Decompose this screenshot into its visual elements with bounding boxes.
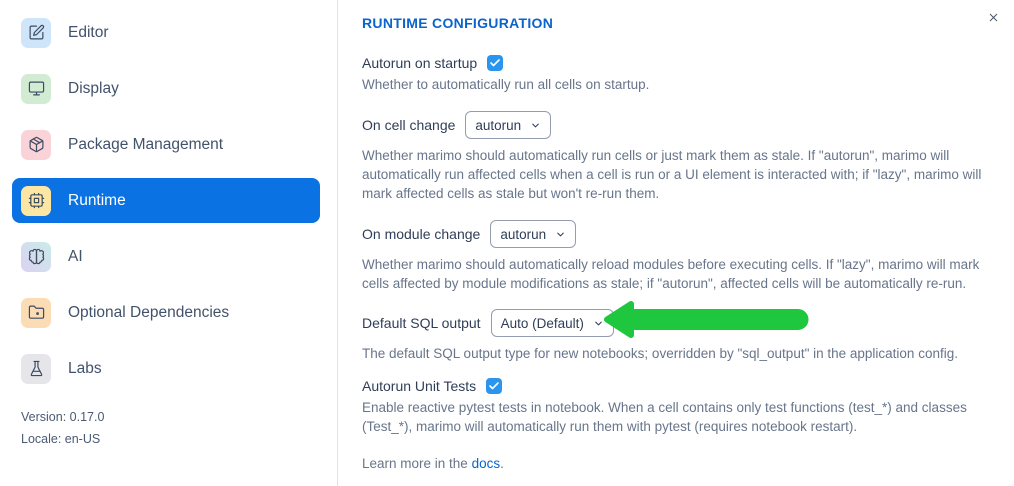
monitor-icon xyxy=(21,74,51,104)
sidebar-item-label: Package Management xyxy=(68,135,224,153)
close-icon xyxy=(987,11,1000,24)
sidebar-item-runtime[interactable] xyxy=(12,178,320,223)
locale-text: Locale: en-US xyxy=(21,432,101,446)
autorun-on-startup-checkbox[interactable] xyxy=(487,55,503,71)
chevron-down-icon xyxy=(555,229,566,240)
field-label-on-module-change: On module change xyxy=(362,226,481,242)
panel-title: RUNTIME CONFIGURATION xyxy=(362,15,554,31)
folder-dot-icon xyxy=(21,298,51,328)
select-value: autorun xyxy=(500,226,547,242)
runtime-settings-panel xyxy=(338,0,1014,486)
field-label-on-cell-change: On cell change xyxy=(362,117,456,133)
field-description: The default SQL output type for new notebooks; overridden by "sql_output" in the application config. xyxy=(362,346,958,361)
settings-sidebar xyxy=(0,0,338,486)
on-cell-change-select[interactable] xyxy=(465,111,551,139)
flask-icon xyxy=(21,354,51,384)
learn-more-text: Learn more in the docs. xyxy=(362,456,504,471)
sidebar-item-editor[interactable] xyxy=(12,10,320,55)
sidebar-item-label: Display xyxy=(68,79,119,97)
sidebar-item-label: Labs xyxy=(68,359,102,377)
check-icon xyxy=(489,57,501,69)
version-text: Version: 0.17.0 xyxy=(21,410,105,424)
field-label-default-sql-output: Default SQL output xyxy=(362,315,481,331)
select-value: autorun xyxy=(475,117,522,133)
sidebar-item-label: Editor xyxy=(68,23,109,41)
check-icon xyxy=(488,380,500,392)
default-sql-output-select[interactable] xyxy=(491,309,614,337)
sidebar-item-label: AI xyxy=(68,247,83,265)
on-module-change-select[interactable] xyxy=(490,220,576,248)
sidebar-item-label: Runtime xyxy=(68,191,126,209)
sidebar-item-ai[interactable] xyxy=(12,234,320,279)
sidebar-item-display[interactable] xyxy=(12,66,320,111)
sidebar-item-optional-dependencies[interactable] xyxy=(12,290,320,335)
close-button[interactable] xyxy=(985,9,1001,25)
cpu-icon xyxy=(21,186,51,216)
field-label-autorun-unit-tests: Autorun Unit Tests xyxy=(362,378,477,394)
field-description: Enable reactive pytest tests in notebook. When a cell contains only test functions (test_*) and classes (Test_*), marimo will automatically run them with pytest (requires notebook restart). xyxy=(362,400,967,434)
sidebar-item-package-management[interactable] xyxy=(12,122,320,167)
chevron-down-icon xyxy=(593,318,604,329)
chevron-down-icon xyxy=(530,120,541,131)
field-description: Whether marimo should automatically run cells or just mark them as stale. If "autorun", marimo will automatically run affected cells when a cell is run or a UI element is interacted with; if "lazy", marimo will mark affected cells as stale but won't re-run them. xyxy=(362,148,982,201)
docs-link[interactable]: docs xyxy=(471,456,501,471)
field-description: Whether to automatically run all cells on startup. xyxy=(362,77,650,92)
brain-icon xyxy=(21,242,51,272)
edit-square-icon xyxy=(21,18,51,48)
field-description: Whether marimo should automatically reload modules before executing cells. If "lazy", marimo will mark cells affected by module modifications as stale; if "autorun", affected cells will be automatically re-run. xyxy=(362,257,980,291)
package-icon xyxy=(21,130,51,160)
select-value: Auto (Default) xyxy=(500,315,584,331)
autorun-unit-tests-checkbox[interactable] xyxy=(486,378,502,394)
field-label-autorun-on-startup: Autorun on startup xyxy=(362,55,478,71)
sidebar-item-label: Optional Dependencies xyxy=(68,303,230,321)
sidebar-item-labs[interactable] xyxy=(12,346,320,391)
